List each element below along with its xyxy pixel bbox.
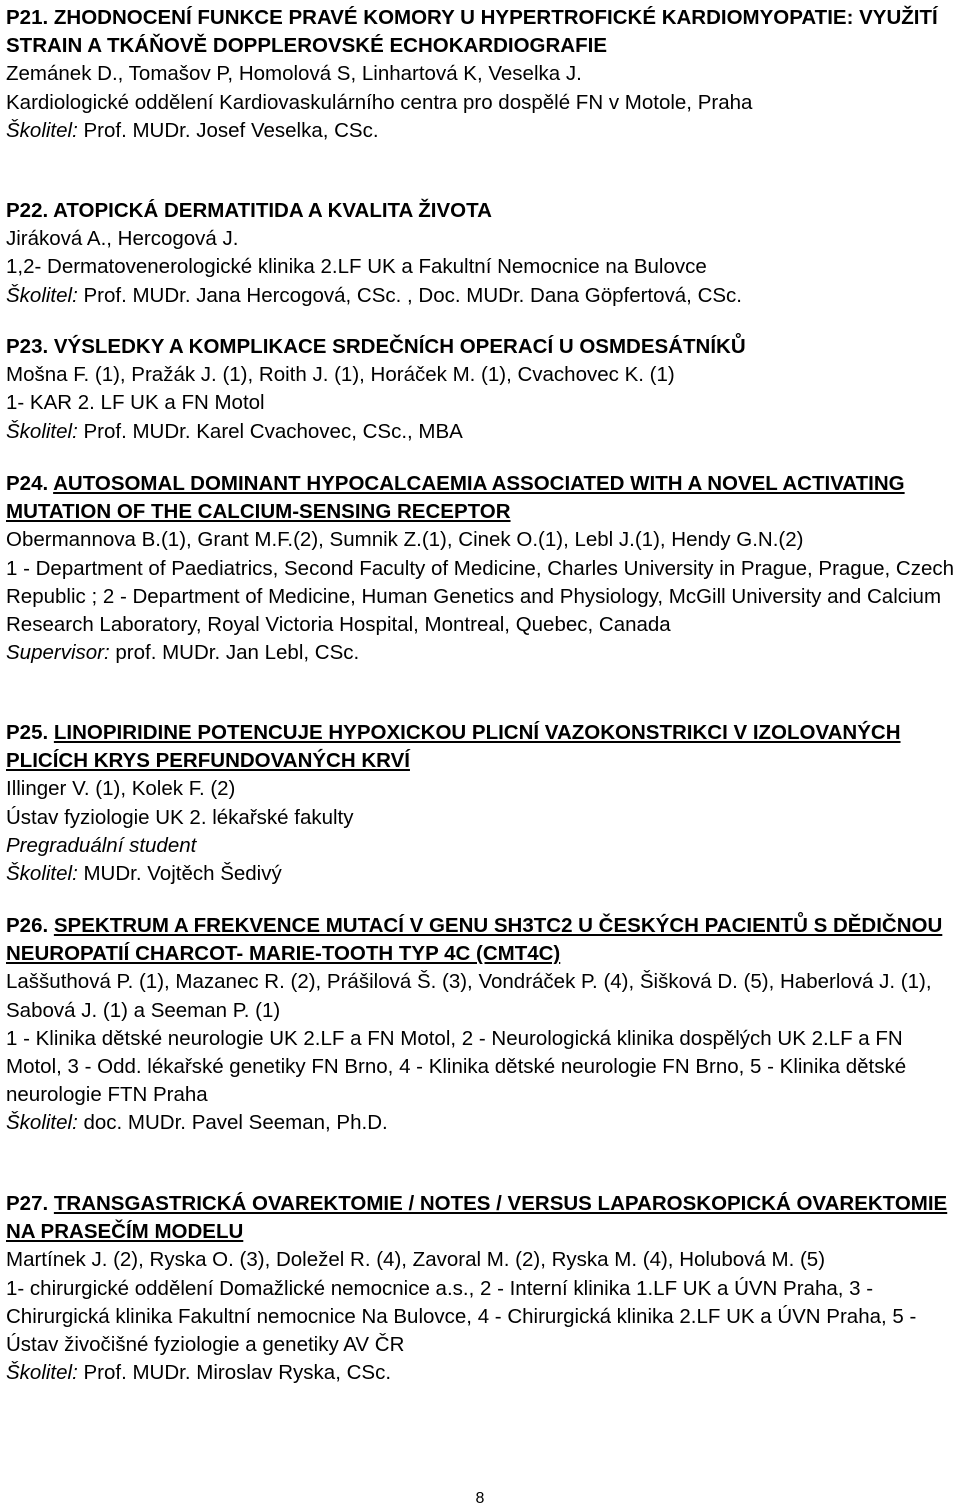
entry-supervisor xyxy=(6,1109,958,1137)
entry-number: P24. xyxy=(6,472,49,495)
entry-number: P26. xyxy=(6,914,49,937)
abstract-entry-p27 xyxy=(6,1190,958,1387)
entry-authors: Jiráková A., Hercogová J. xyxy=(6,227,239,251)
supervisor-name: doc. MUDr. Pavel Seeman, Ph.D. xyxy=(83,1111,388,1135)
entry-title-text: VÝSLEDKY A KOMPLIKACE SRDEČNÍCH OPERACÍ U OSMDESÁTNÍKŮ xyxy=(53,335,746,358)
entry-title xyxy=(6,197,958,225)
supervisor-name: Prof. MUDr. Karel Cvachovec, CSc., MBA xyxy=(83,419,463,443)
entry-authors: Mošna F. (1), Pražák J. (1), Roith J. (1), Horáček M. (1), Cvachovec K. (1) xyxy=(6,363,675,387)
abstract-entry-p26 xyxy=(6,912,958,1138)
entry-supervisor xyxy=(6,639,958,667)
entry-number: P22. xyxy=(6,199,49,222)
entry-title-text: AUTOSOMAL DOMINANT HYPOCALCAEMIA ASSOCIATED WITH A NOVEL ACTIVATING MUTATION OF THE CALCIUM-SENSING RECEPTOR xyxy=(6,472,905,524)
entry-title-text: TRANSGASTRICKÁ OVAREKTOMIE / NOTES / VERSUS LAPAROSKOPICKÁ OVAREKTOMIE NA PRASEČÍM MODELU xyxy=(6,1192,948,1244)
supervisor-label: Supervisor: xyxy=(6,641,110,665)
abstract-entry-p24 xyxy=(6,470,958,667)
entry-affiliation: Ústav fyziologie UK 2. lékařské fakulty xyxy=(6,805,354,829)
supervisor-label: Školitel: xyxy=(6,283,78,307)
entry-title xyxy=(6,333,958,361)
entry-supervisor xyxy=(6,860,958,888)
supervisor-label: Školitel: xyxy=(6,1361,78,1385)
entry-authors: Illinger V. (1), Kolek F. (2) xyxy=(6,777,236,801)
entry-authors: Laššuthová P. (1), Mazanec R. (2), Prášilová Š. (3), Vondráček P. (4), Šišková D. (5), Haberlová J. (1), Sabová J. (1) a Seeman P. (1) xyxy=(6,970,932,1022)
entry-title-text: SPEKTRUM A FREKVENCE MUTACÍ V GENU SH3TC2 U ČESKÝCH PACIENTŮ S DĚDIČNOU NEUROPATIÍ CHARCOT- MARIE-TOOTH TYP 4C (CMT4C) xyxy=(6,914,943,966)
entry-title xyxy=(6,1190,958,1246)
supervisor-name: Prof. MUDr. Jana Hercogová, CSc. , Doc. MUDr. Dana Göpfertová, CSc. xyxy=(83,283,742,307)
entry-number: P25. xyxy=(6,721,49,744)
entry-authors: Martínek J. (2), Ryska O. (3), Doležel R. (4), Zavoral M. (2), Ryska M. (4), Holubová M. (5) xyxy=(6,1248,826,1272)
entry-supervisor xyxy=(6,418,958,446)
page-number: 8 xyxy=(475,1490,485,1507)
abstract-entry-p25 xyxy=(6,719,958,888)
entry-supervisor xyxy=(6,1359,958,1387)
entry-title xyxy=(6,470,958,526)
abstract-entry-p22 xyxy=(6,197,958,310)
entry-affiliation: 1- KAR 2. LF UK a FN Motol xyxy=(6,391,265,415)
entry-title xyxy=(6,719,958,775)
entry-affiliation: 1 - Department of Paediatrics, Second Faculty of Medicine, Charles University in Prague, Prague, Czech Republic ; 2 - Department of Medicine, Human Genetics and Physiology, McGill University and Calcium Research Laboratory, Royal Victoria Hospital, Montreal, Quebec, Canada xyxy=(6,556,954,637)
entry-title-text: ATOPICKÁ DERMATITIDA A KVALITA ŽIVOTA xyxy=(53,199,492,222)
entry-title xyxy=(6,4,958,60)
supervisor-label: Školitel: xyxy=(6,118,78,142)
entry-title-text: LINOPIRIDINE POTENCUJE HYPOXICKOU PLICNÍ VAZOKONSTRIKCI V IZOLOVANÝCH PLICÍCH KRYS PERFUNDOVANÝCH KRVÍ xyxy=(6,721,901,773)
entry-authors: Obermannova B.(1), Grant M.F.(2), Sumnik Z.(1), Cinek O.(1), Lebl J.(1), Hendy G.N.(2) xyxy=(6,528,804,552)
entry-affiliation: Kardiologické oddělení Kardiovaskulárního centra pro dospělé FN v Motole, Praha xyxy=(6,90,753,114)
entry-affiliation: 1,2- Dermatovenerologické klinika 2.LF UK a Fakultní Nemocnice na Bulovce xyxy=(6,255,707,279)
entry-number: P27. xyxy=(6,1192,49,1215)
supervisor-label: Školitel: xyxy=(6,1111,78,1135)
entry-student-status: Pregraduální student xyxy=(6,833,197,857)
supervisor-label: Školitel: xyxy=(6,419,78,443)
entry-authors: Zemánek D., Tomašov P, Homolová S, Linhartová K, Veselka J. xyxy=(6,62,582,86)
entry-supervisor xyxy=(6,117,958,145)
entry-affiliation: 1- chirurgické oddělení Domažlické nemocnice a.s., 2 - Interní klinika 1.LF UK a ÚVN Praha, 3 - Chirurgická klinika Fakultní nemocnice Na Bulovce, 4 - Chirurgická klinika 2.LF UK a ÚVN Praha, 5 - Ústav živočišné fyziologie a genetiky AV ČR xyxy=(6,1276,917,1357)
supervisor-name: prof. MUDr. Jan Lebl, CSc. xyxy=(115,641,360,665)
entry-number: P21. xyxy=(6,6,49,29)
entry-number: P23. xyxy=(6,335,49,358)
entry-title xyxy=(6,912,958,968)
abstract-entry-p23 xyxy=(6,333,958,446)
entry-supervisor xyxy=(6,282,958,310)
supervisor-name: Prof. MUDr. Josef Veselka, CSc. xyxy=(83,118,379,142)
supervisor-label: Školitel: xyxy=(6,862,78,886)
supervisor-name: Prof. MUDr. Miroslav Ryska, CSc. xyxy=(83,1361,392,1385)
entry-title-text: ZHODNOCENÍ FUNKCE PRAVÉ KOMORY U HYPERTROFICKÉ KARDIOMYOPATIE: VYUŽITÍ STRAIN A TKÁŇOVĚ DOPPLEROVSKÉ ECHOKARDIOGRAFIE xyxy=(6,6,938,58)
abstract-entry-p21 xyxy=(6,4,958,145)
supervisor-name: MUDr. Vojtěch Šedivý xyxy=(83,862,282,886)
entry-affiliation: 1 - Klinika dětské neurologie UK 2.LF a FN Motol, 2 - Neurologická klinika dospělých UK 2.LF a FN Motol, 3 - Odd. lékařské genetiky FN Brno, 4 - Klinika dětské neurologie FN Brno, 5 - Klinika dětské neurologie FTN Praha xyxy=(6,1026,907,1107)
